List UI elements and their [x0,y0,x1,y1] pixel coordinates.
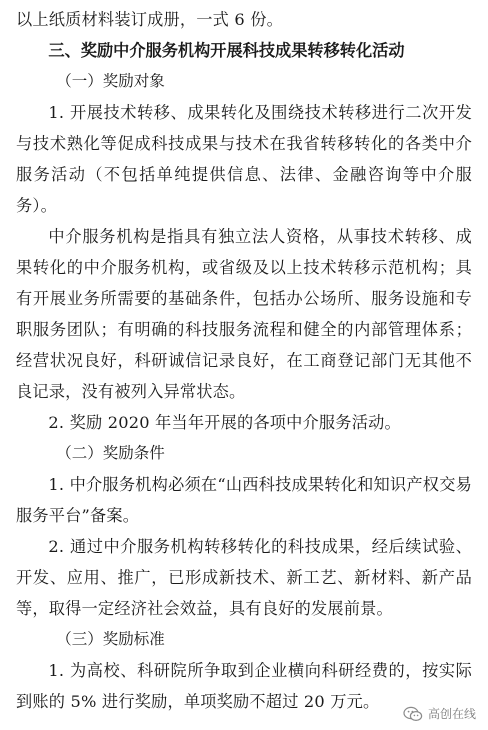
subheading-reward-conditions: （二）奖励条件 [56,444,165,462]
wechat-icon [403,706,423,722]
paragraph-materials-binding: 以上纸质材料装订成册，一式 6 份。 [16,10,284,29]
paragraph-target-item-1: 1. 开展技术转移、成果转化及围绕技术转移进行二次开发与技术熟化等促成科技成果与技术在我省转移转化的各类中介服务活动（不包括单纯提供信息、法律、金融咨询等中介服务）。 [16,103,472,215]
paragraph-target-item-2: 2. 奖励 2020 年当年开展的各项中介服务活动。 [48,413,401,432]
watermark [403,705,476,722]
paragraph-condition-item-2: 2. 通过中介服务机构转移转化的科技成果，经后续试验、开发、应用、推广，已形成新技术、新工艺、新材料、新产品等，取得一定经济社会效益，具有良好的发展前景。 [16,537,472,618]
section-heading: 三、奖励中介服务机构开展科技成果转移转化活动 [48,41,405,60]
paragraph-condition-item-1: 1. 中介服务机构必须在“山西科技成果转化和知识产权交易服务平台”备案。 [16,475,472,525]
paragraph-standard-item-1: 1. 为高校、科研院所争取到企业横向科研经费的，按实际到账的 5% 进行奖励，单项奖励不超过 20 万元。 [16,661,472,711]
subheading-reward-standard: （三）奖励标准 [56,630,165,648]
subheading-reward-target: （一）奖励对象 [56,72,165,90]
document-body [16,4,472,717]
watermark-label: 高创在线 [427,707,476,721]
paragraph-agency-definition: 中介服务机构是指具有独立法人资格，从事技术转移、成果转化的中介服务机构，或省级及以上技术转移示范机构；具有开展业务所需要的基础条件，包括办公场所、服务设施和专职服务团队；有明确的科技服务流程和健全的内部管理体系；经营状况良好，科研诚信记录良好，在工商登记部门无其他不良记录，没有被列入异常状态。 [16,227,472,401]
